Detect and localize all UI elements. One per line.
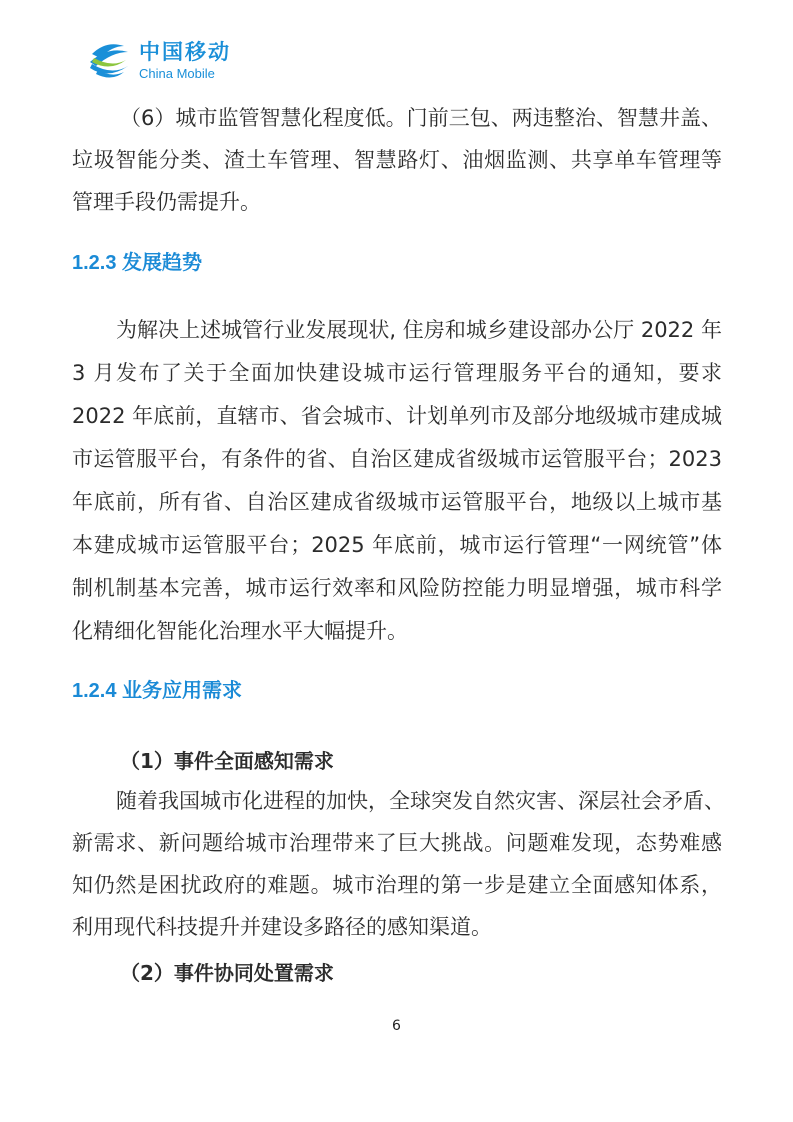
subsection-heading: （2）事件协同处置需求 [120, 961, 334, 985]
paragraph-line: 制机制基本完善，城市运行效率和风险防控能力明显增强，城市科学 [72, 576, 722, 600]
china-mobile-logo [86, 38, 231, 84]
paragraph-line: 市运管服平台，有条件的省、自治区建成省级城市运管服平台；2023 [72, 447, 722, 471]
paragraph-line: 管理手段仍需提升。 [72, 190, 261, 214]
logo-chinese-text: 中国移动 [139, 40, 231, 64]
paragraph-line: （6）城市监管智慧化程度低。门前三包、两违整治、智慧井盖、 [120, 106, 722, 130]
paragraph-line: 年底前，所有省、自治区建成省级城市运管服平台，地级以上城市基 [72, 490, 722, 514]
section-heading: 1.2.4 业务应用需求 [72, 680, 243, 702]
paragraph-line: 知仍然是困扰政府的难题。城市治理的第一步是建立全面感知体系， [72, 873, 722, 897]
paragraph-line: 本建成城市运管服平台；2025 年底前，城市运行管理“一网统管”体 [72, 533, 723, 557]
paragraph-line: 利用现代科技提升并建设多路径的感知渠道。 [72, 915, 492, 939]
paragraph-line: 3 月发布了关于全面加快建设城市运行管理服务平台的通知，要求 [72, 361, 722, 385]
paragraph-line: 化精细化智能化治理水平大幅提升。 [72, 619, 408, 643]
section-heading: 1.2.3 发展趋势 [72, 252, 203, 274]
subsection-heading: （1）事件全面感知需求 [120, 749, 334, 773]
paragraph-line: 新需求、新问题给城市治理带来了巨大挑战。问题难发现，态势难感 [72, 831, 722, 855]
paragraph-line: 为解决上述城管行业发展现状, 住房和城乡建设部办公厅 2022 年 [116, 318, 722, 342]
china-mobile-logo-icon [86, 38, 132, 84]
paragraph-line: 2022 年底前，直辖市、省会城市、计划单列市及部分地级城市建成城 [72, 404, 722, 428]
page-number: 6 [392, 1018, 401, 1034]
paragraph-line: 随着我国城市化进程的加快，全球突发自然灾害、深层社会矛盾、 [116, 789, 725, 813]
logo-english-text: China Mobile [139, 66, 215, 81]
paragraph-line: 垃圾智能分类、渣土车管理、智慧路灯、油烟监测、共享单车管理等 [72, 148, 722, 172]
